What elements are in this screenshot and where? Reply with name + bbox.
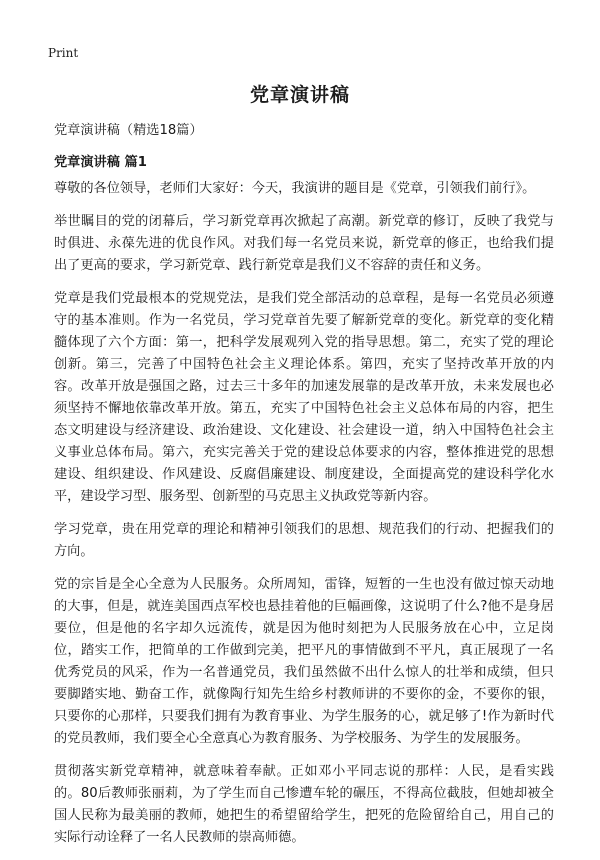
- document-subtitle: 党章演讲稿（精选18篇）: [54, 123, 203, 138]
- paragraph: 贯彻落实新党章精神，就意味着奉献。正如邓小平同志说的那样：人民，是看实践的。80后教师张丽莉，为了学生而自己惨遭车轮的碾压，不得高位截肢，但她却被全国人民称为最美丽的教师，她把生的希望留给学生，把死的危险留给自己，用自己的实际行动诠释了一名人民教师的崇高师德。: [54, 764, 554, 845]
- print-link[interactable]: Print: [48, 46, 79, 60]
- paragraph: 学习党章，贵在用党章的理论和精神引领我们的思想、规范我们的行动、把握我们的方向。: [54, 522, 554, 559]
- document-title: 党章演讲稿: [249, 84, 350, 106]
- document-body: [54, 120, 554, 860]
- paragraph: 党的宗旨是全心全意为人民服务。众所周知，雷锋，短暂的一生也没有做过惊天动地的大事，但是，就连美国西点军校也悬挂着他的巨幅画像，这说明了什么?他不是身居要位，但是他的名字却久远流传，就是因为他时刻把为人民服务放在心中，立足岗位，踏实工作，把简单的工作做到完美，把平凡的事情做到不平凡，真正展现了一名优秀党员的风采，作为一名普通党员，我们虽然做不出什么惊人的壮举和成绩，但只要脚踏实地、勤奋工作，就像陶行知先生给乡村教师讲的不要你的金，不要你的银，只要你的心那样，只要我们拥有为教育事业、为学生服务的心，就足够了!作为新时代的党员教师，我们要全心全意真心为教育服务、为学校服务、为学生的发展服务。: [54, 577, 554, 746]
- paragraph: 举世瞩目的党的闭幕后，学习新党章再次掀起了高潮。新党章的修订，反映了我党与时俱进、永葆先进的优良作风。对我们每一名党员来说，新党章的修正，也给我们提出了更高的要求，学习新党章、践行新党章是我们义不容辞的责任和义务。: [54, 214, 554, 273]
- paragraph: 尊敬的各位领导，老师们大家好：今天，我演讲的题目是《党章，引领我们前行》。: [54, 181, 536, 196]
- section-heading: 党章演讲稿 篇1: [54, 155, 147, 170]
- paragraph: 党章是我们党最根本的党规党法，是我们党全部活动的总章程，是每一名党员必须遵守的基本准则。作为一名党员，学习党章首先要了解新党章的变化。新党章的变化精髓体现了六个方面：第一，把科学发展观列入党的指导思想。第二，充实了党的理论创新。第三，完善了中国特色社会主义理论体系。第四，充实了坚持改革开放的内容。改革开放是强国之路，过去三十多年的加速发展靠的是改革开放，未来发展也必须坚持不懈地依靠改革开放。第五，充实了中国特色社会主义总体布局的内容，把生态文明建设与经济建设、政治建设、文化建设、社会建设一道，纳入中国特色社会主义事业总体布局。第六，充实完善关于党的建设总体要求的内容，整体推进党的思想建设、组织建设、作风建设、反腐倡廉建设、制度建设，全面提高党的建设科学化水平，建设学习型、服务型、创新型的马克思主义执政党等新内容。: [54, 291, 554, 504]
